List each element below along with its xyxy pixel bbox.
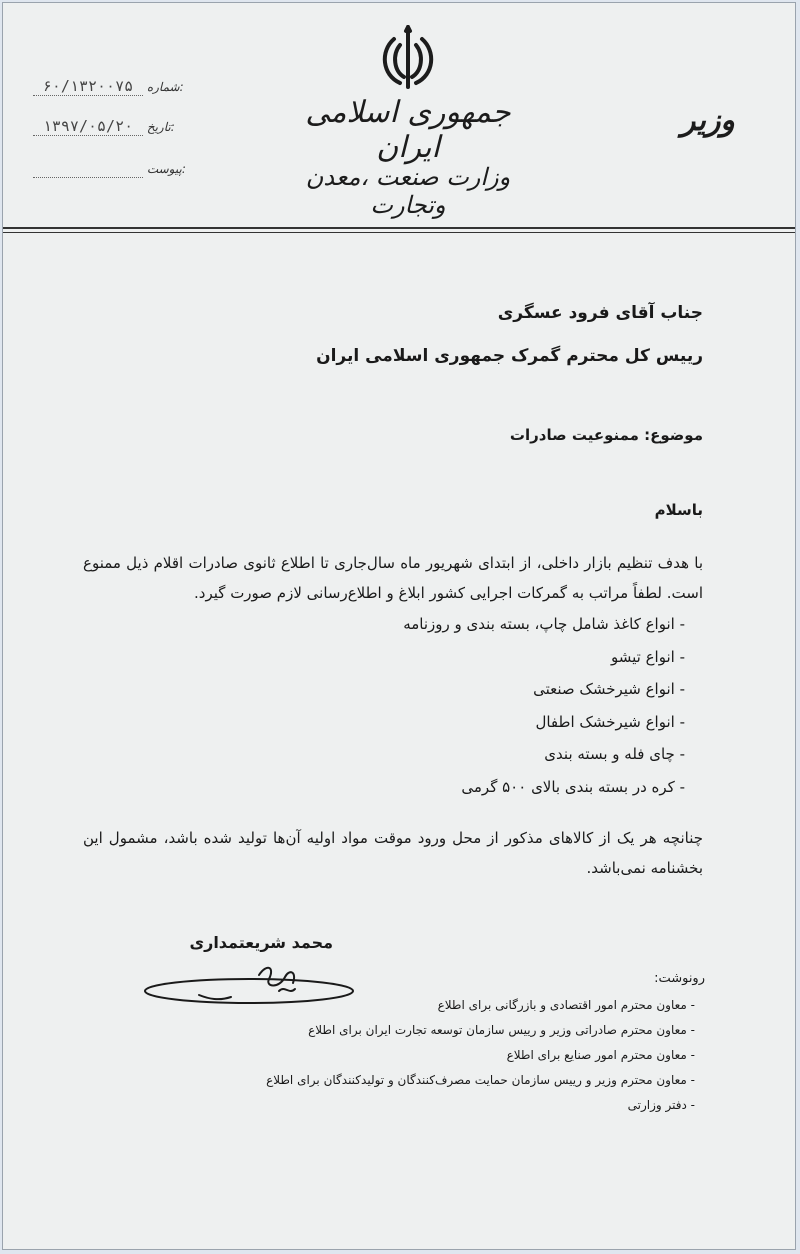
recipient-title: رییس کل محترم گمرک جمهوری اسلامی ایران <box>316 346 703 366</box>
header-divider-thin <box>3 232 795 233</box>
letter-page <box>2 2 796 1250</box>
list-item: - انواع تیشو <box>611 647 685 666</box>
header-divider <box>3 227 795 229</box>
letter-number-label: شماره: <box>146 80 184 94</box>
list-item: - انواع شیرخشک اطفال <box>535 712 685 731</box>
cc-title: رونوشت: <box>654 971 705 986</box>
letter-subject: موضوع: ممنوعیت صادرات <box>509 426 703 444</box>
list-item: - معاون محترم امور صنایع برای اطلاع <box>506 1048 695 1062</box>
signatory-name: محمد شریعتمداری <box>189 933 333 952</box>
list-item: - معاون محترم وزیر و رییس سازمان حمایت مصرف‌کنندگان و تولیدکنندگان برای اطلاع <box>266 1073 695 1087</box>
list-item: - دفتر وزارتی <box>627 1098 695 1112</box>
iran-emblem-icon <box>376 25 440 93</box>
letter-attachment <box>33 159 203 178</box>
list-item: - انواع شیرخشک صنعتی <box>533 680 685 698</box>
letter-attachment-value <box>33 159 143 178</box>
letter-number-value: ۶۰/۱۳۲۰۰۷۵ <box>33 77 143 96</box>
banned-items-list <box>185 608 685 803</box>
minister-title: وزیر <box>681 103 735 138</box>
letter-greeting: باسلام <box>654 501 703 519</box>
letter-date-label: تاریخ: <box>146 120 175 134</box>
letter-number <box>33 77 203 96</box>
cc-list <box>135 993 695 1118</box>
letter-closing: چنانچه هر یک از کالاهای مذکور از محل ورود موقت مواد اولیه آن‌ها تولید شده باشد، مشمول این بخشنامه نمی‌باشد. <box>83 829 703 877</box>
list-item: - معاون محترم صادراتی وزیر و رییس سازمان توسعه تجارت ایران برای اطلاع <box>308 1023 695 1037</box>
list-item: - چای فله و بسته بندی <box>544 745 685 763</box>
letter-date-value: ۱۳۹۷/۰۵/۲۰ <box>33 117 143 136</box>
ministry-title: وزارت صنعت ،معدن وتجارت <box>305 163 511 219</box>
republic-title: جمهوری اسلامی ایران <box>305 95 511 165</box>
recipient-name: جناب آقای فرود عسگری <box>497 303 703 323</box>
letter-date <box>33 117 203 136</box>
letter-body: با هدف تنظیم بازار داخلی، از ابتدای شهریور ماه سال‌جاری تا اطلاع ثانوی صادرات اقلام ذیل ممنوع است. لطفاً مراتب به گمرکات اجرایی کشور ابلاغ و اطلاع‌رسانی لازم صورت گیرد. <box>83 554 703 602</box>
letter-attachment-label: پیوست: <box>146 162 186 176</box>
list-item: - انواع کاغذ شامل چاپ، بسته بندی و روزنامه <box>403 615 685 633</box>
list-item: - کره در بسته بندی بالای ۵۰۰ گرمی <box>461 777 685 796</box>
list-item: - معاون محترم امور اقتصادی و بازرگانی برای اطلاع <box>437 998 695 1012</box>
